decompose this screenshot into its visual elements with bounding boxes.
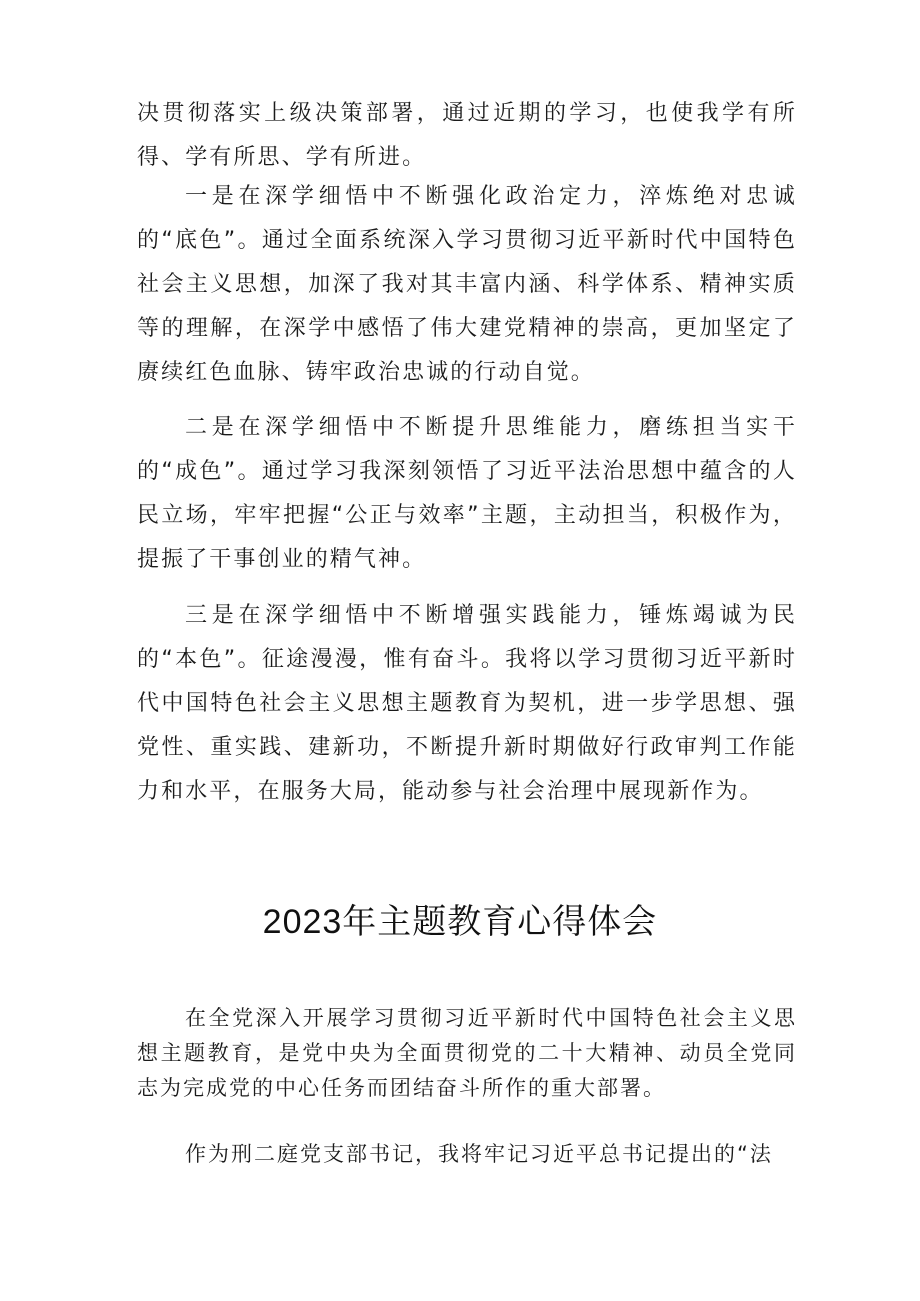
paragraph-point-one: 一是在深学细悟中不断强化政治定力，淬炼绝对忠诚的“底色”。通过全面系统深入学习贯彻习近平新时代中国特色社会主义思想，加深了我对其丰富内涵、科学体系、精神实质等的理解，在深学中感悟了伟大建党精神的崇高，更加坚定了赓续红色血脉、铸牢政治忠诚的行动自觉。 [137,184,797,385]
paragraph-role: 作为刑二庭党支部书记，我将牢记习近平总书记提出的“法 [185,1142,773,1166]
paragraph-point-three: 三是在深学细悟中不断增强实践能力，锤炼竭诚为民的“本色”。征途漫漫，惟有奋斗。我将以学习贯彻习近平新时代中国特色社会主义思想主题教育为契机，进一步学思想、强党性、重实践、建新功，不断提升新时期做好行政审判工作能力和水平，在服务大局，能动参与社会治理中展现新作为。 [137,603,797,804]
paragraph-intro: 在全党深入开展学习贯彻习近平新时代中国特色社会主义思想主题教育，是党中央为全面贯彻党的二十大精神、动员全党同志为完成党的中心任务而团结奋斗所作的重大部署。 [137,1006,797,1100]
paragraph-point-two: 二是在深学细悟中不断提升思维能力，磨练担当实干的“成色”。通过学习我深刻领悟了习近平法治思想中蕴含的人民立场，牢牢把握“公正与效率”主题，主动担当，积极作为，提振了干事创业的精气神。 [137,415,797,572]
paragraph-continuation: 决贯彻落实上级决策部署，通过近期的学习，也使我学有所得、学有所思、学有所进。 [137,101,797,170]
section-heading: 2023年主题教育心得体会 [262,903,658,941]
